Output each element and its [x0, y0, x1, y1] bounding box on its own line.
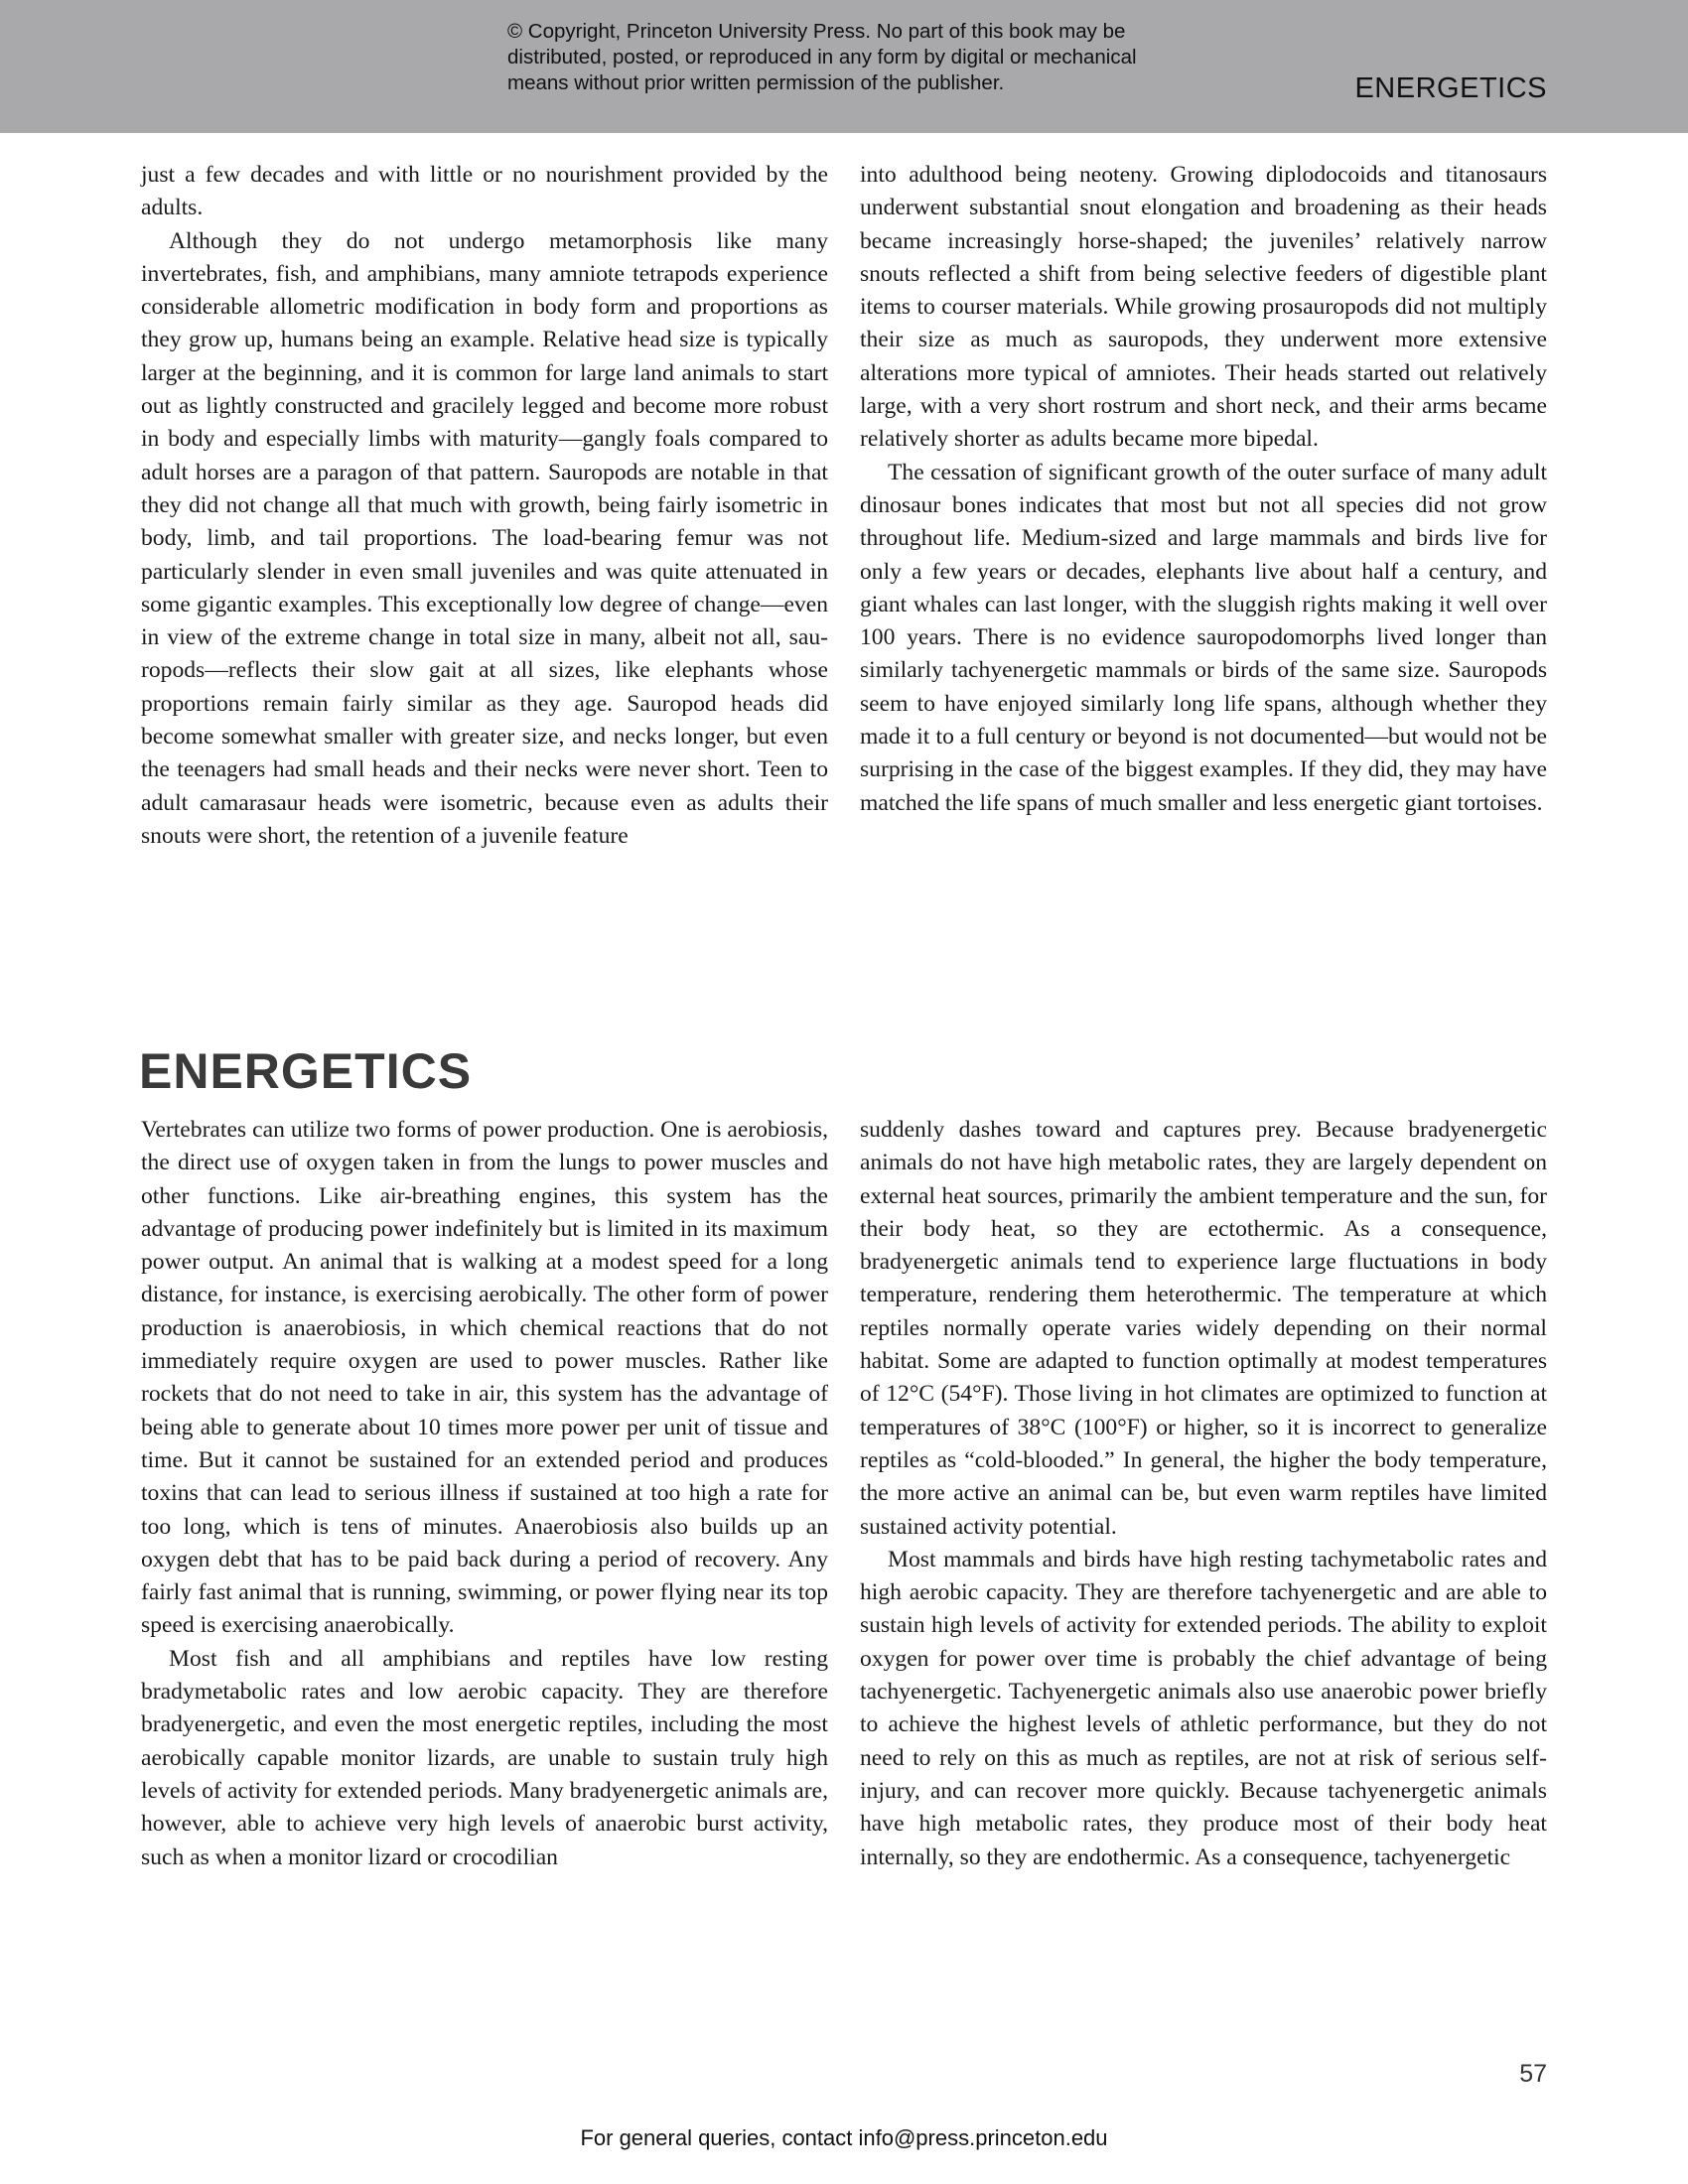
copyright-notice: [507, 19, 1242, 96]
copyright-header-band: [0, 0, 1688, 133]
copyright-line: means without prior written permission of the publisher.: [507, 71, 1005, 94]
paragraph: Most mammals and birds have high resting tachymetabolic rates and high aerobic capacity. They are therefore tachyenergetic and are able to sustain high levels of activity for extended periods. The ability to exploit oxygen for power over time is probably the chief advantage of being tachyenergetic. Tachyenergetic animals also use anaerobic power briefly to achieve the highest levels of athletic performance, but they do not need to rely on this as much as reptiles, are not at risk of serious self-injury, and can recover more quickly. Because tachyenergetic animals have high metabolic rates, they produce most of their body heat internally, so they are endothermic. As a consequence, tachyenergetic: [860, 1546, 1547, 1870]
paragraph: Vertebrates can utilize two forms of power production. One is aerobiosis, the direct use of oxygen taken in from the lungs to power muscles and other functions. Like air-breathing engines, this system has the advantage of producing power indefinitely but is limited in its maximum power output. An animal that is walking at a modest speed for a long distance, for instance, is exercising aerobically. The other form of power production is anaerobiosis, in which chemical reactions that do not immediately require oxygen are used to power muscles. Rather like rockets that do not need to take in air, this system has the advantage of being able to generate about 10 times more power per unit of tissue and time. But it cannot be sustained for an extended period and produces toxins that can lead to serious illness if sustained at too high a rate for too long, which is tens of minutes. Anaerobiosis also builds up an oxygen debt that has to be paid back during a period of recovery. Any fairly fast animal that is running, swimming, or power flying near its top speed is exercising anaerobically.: [141, 1117, 828, 1639]
top-right-column: [860, 159, 1547, 820]
copyright-line: distributed, posted, or reproduced in any form by digital or mechanical: [507, 46, 1137, 68]
paragraph: just a few decades and with little or no nourishment provided by the adults.: [141, 162, 828, 221]
section-heading: ENERGETICS: [139, 1043, 473, 1099]
bottom-left-column: [141, 1114, 828, 1874]
page-number: 57: [1519, 2060, 1547, 2088]
copyright-line: © Copyright, Princeton University Press. No part of this book may be: [507, 20, 1126, 43]
bottom-right-column: [860, 1114, 1547, 1874]
footer-contact: For general queries, contact info@press.princeton.edu: [580, 2125, 1108, 2150]
paragraph: Although they do not undergo metamorphosis like many invertebrates, fish, and amphibians, many amniote tetrapods experience considerable allometric modification in body form and proportions as they grow up, humans being an example. Relative head size is typically larger at the beginning, and it is common for large land animals to start out as lightly constructed and gracilely legged and become more robust in body and especially limbs with maturity—gangly foals compared to adult horses are a paragon of that pattern. Sauropods are notable in that they did not change all that much with growth, being fairly isometric in body, limb, and tail proportions. The load-bearing femur was not particularly slender in even small juveniles and was quite attenuated in some gigantic examples. This exceptionally low degree of change—even in view of the extreme change in total size in many, albeit not all, sauropods—reflects their slow gait at all sizes, like elephants whose proportions remain fairly similar as they age. Sauropod heads did become somewhat smaller with greater size, and necks longer, but even the teenagers had small heads and their necks were never short. Teen to adult camarasaur heads were isometric, because even as adults their snouts were short, the retention of a juvenile feature: [141, 227, 828, 849]
paragraph: The cessation of significant growth of the outer surface of many adult dinosaur bones indicates that most but not all species did not grow throughout life. Medium-sized and large mammals and birds live for only a few years or decades, elephants live about half a century, and giant whales can last longer, with the sluggish rights making it well over 100 years. There is no evidence sauropodomorphs lived longer than similarly tachyenergetic mammals or birds of the same size. Sauropods seem to have enjoyed similarly long life spans, although whether they made it to a full century or beyond is not documented—but would not be surprising in the case of the biggest examples. If they did, they may have matched the life spans of much smaller and less energetic giant tortoises.: [860, 459, 1547, 816]
paragraph: suddenly dashes toward and captures prey. Because bradyenergetic animals do not have high metabolic rates, they are largely dependent on external heat sources, primarily the ambient temperature and the sun, for their body heat, so they are ectothermic. As a consequence, bradyenergetic animals tend to experience large fluctuations in body temperature, rendering them heterothermic. The temperature at which reptiles normally operate varies widely depending on their normal habitat. Some are adapted to function optimally at modest temperatures of 12°C (54°F). Those living in hot climates are optimized to function at temperatures of 38°C (100°F) or higher, so it is incorrect to generalize reptiles as “cold-blooded.” In general, the higher the body temperature, the more active an animal can be, but even warm reptiles have limited sustained activity potential.: [860, 1117, 1547, 1540]
paragraph: into adulthood being neoteny. Growing diplodocoids and titanosaurs underwent substantial snout elongation and broadening as their heads became increasingly horse-shaped; the juveniles’ relatively narrow snouts reflected a shift from being selective feeders of digestible plant items to courser materials. While growing prosauropods did not multiply their size as much as sauropods, they underwent more extensive alterations more typical of amniotes. Their heads started out relatively large, with a very short rostrum and short neck, and their arms became relatively shorter as adults became more bipedal.: [860, 162, 1547, 453]
paragraph: Most fish and all amphibians and reptiles have low resting bradymetabolic rates and low aerobic capacity. They are therefore bradyenergetic, and even the most energetic reptiles, including the most aerobically capable monitor lizards, are unable to sustain truly high levels of activity for extended periods. Many bradyenergetic animals are, however, able to achieve very high levels of anaerobic burst activity, such as when a monitor lizard or crocodilian: [141, 1645, 828, 1870]
top-left-column: [141, 159, 828, 853]
running-head: ENERGETICS: [1354, 72, 1547, 104]
